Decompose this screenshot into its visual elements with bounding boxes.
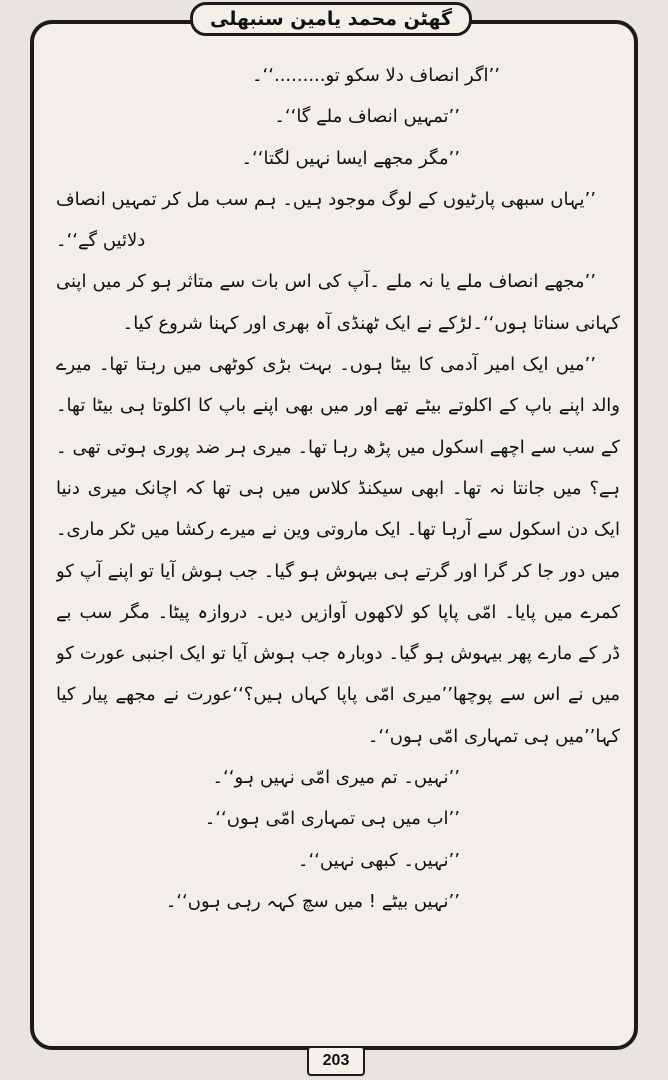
text-line: ’’مجھے انصاف ملے یا نہ ملے ۔آپ کی اس بات سے متاثر ہو کر میں اپنی	[56, 271, 597, 293]
text-line: میں نے اس سے پوچھا’’میری امّی پاپا کہاں ہیں؟‘‘عورت نے مجھے پیار کیا	[56, 684, 620, 706]
text-line: کمرے میں پایا۔ امّی پاپا کو لاکھوں آوازیں دیں۔ دروازہ پیٹا۔ مگر سب بے	[56, 601, 620, 623]
text-line: ’’اب میں ہی تمہاری امّی ہوں‘‘۔	[204, 808, 460, 830]
text-line: میں دور جا کر گرا اور گرتے ہی بیہوش ہو گیا۔ جب ہوش آیا تو اپنے آپ کو	[56, 560, 620, 582]
text-line: دلائیں گے‘‘۔	[56, 230, 146, 252]
page-number-label: 203	[322, 1052, 350, 1069]
text-line: کے سب سے اچھے اسکول میں پڑھ رہا تھا۔ میری ہر ضد پوری ہوتی تھی ۔	[56, 436, 620, 458]
text-line: ڈر کے مارے پھر بیہوش ہو گیا۔ دوبارہ جب ہوش آیا تو ایک اجنبی عورت کو	[56, 643, 620, 665]
text-line: ہے؟ میں جانتا نہ تھا۔ ابھی سیکنڈ کلاس میں ہی تھا کہ اچانک میری دنیا	[56, 477, 620, 499]
running-header	[190, 2, 472, 36]
text-line: ’’یہاں سبھی پارٹیوں کے لوگ موجود ہیں۔ ہم سب مل کر تمہیں انصاف	[56, 188, 596, 210]
text-line: ’’نہیں بیٹے ! میں سچ کہہ رہی ہوں‘‘۔	[165, 890, 460, 912]
text-line: کہانی سناتا ہوں‘‘۔لڑکے نے ایک ٹھنڈی آہ بھری اور کہنا شروع کیا۔	[122, 312, 620, 334]
header-title: گھٹن محمد یامین سنبھلی	[209, 8, 453, 30]
text-line: ’’تمہیں انصاف ملے گا‘‘۔	[274, 106, 460, 128]
text-line: ’’نہیں۔ تم میری امّی نہیں ہو‘‘۔	[212, 767, 460, 789]
body-text	[56, 55, 620, 922]
text-line: ’’مگر مجھے ایسا نہیں لگتا‘‘۔	[241, 147, 460, 169]
text-line: ’’میں ایک امیر آدمی کا بیٹا ہوں۔ بہت بڑی کوٹھی میں رہتا تھا۔ میرے	[56, 354, 596, 376]
text-line: ’’نہیں۔ کبھی نہیں‘‘۔	[297, 849, 460, 871]
text-line: ایک دن اسکول سے آرہا تھا۔ ایک ماروتی وین نے میرے رکشا میں ٹکر ماری۔	[56, 519, 620, 541]
text-line: کہا’’میں ہی تمہاری امّی ہوں‘‘۔	[367, 725, 620, 747]
page-number	[307, 1046, 365, 1076]
text-line: والد اپنے باپ کے اکلوتے بیٹے تھے اور میں بھی اپنے باپ کا اکلوتا ہی بیٹا تھا۔	[56, 395, 620, 417]
text-line: ’’اگر انصاف دلا سکو تو.........‘‘۔	[252, 65, 500, 86]
